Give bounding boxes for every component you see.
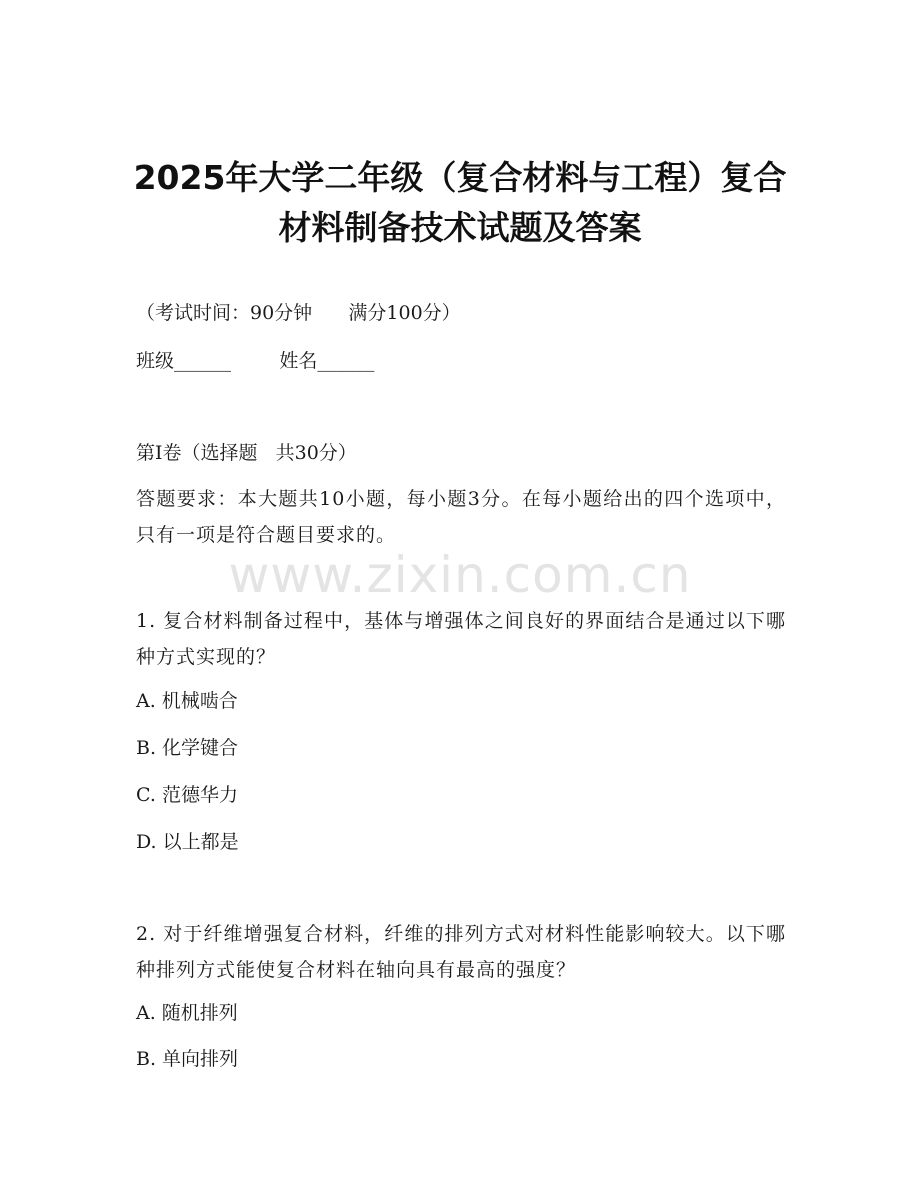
exam-info: （考试时间：90分钟 满分100分） — [136, 302, 461, 324]
question-2-option-a: A. 随机排列 — [136, 1002, 238, 1024]
question-1-option-b: B. 化学键合 — [136, 737, 239, 759]
instructions: 答题要求：本大题共10小题，每小题3分。在每小题给出的四个选项中，只有一项是符合题目要求的。 — [136, 488, 786, 546]
question-2-stem: 2. 对于纤维增强复合材料，纤维的排列方式对材料性能影响较大。以下哪种排列方式能使复合材料在轴向具有最高的强度？ — [136, 923, 786, 981]
question-1-option-d: D. 以上都是 — [136, 831, 239, 853]
section-header: 第I卷（选择题 共30分） — [136, 442, 357, 464]
student-fields: 班级______ 姓名______ — [136, 350, 375, 372]
watermark: www.zixin.com.cn — [228, 546, 692, 604]
question-1-option-c: C. 范德华力 — [136, 784, 238, 806]
document-title-line-2: 材料制备技术试题及答案 — [278, 208, 642, 247]
document-title-line-1: 2025年大学二年级（复合材料与工程）复合 — [133, 158, 787, 197]
question-1-stem: 1. 复合材料制备过程中，基体与增强体之间良好的界面结合是通过以下哪种方式实现的？ — [136, 610, 786, 668]
question-1-option-a: A. 机械啮合 — [136, 690, 238, 712]
question-2-option-b: B. 单向排列 — [136, 1048, 239, 1070]
